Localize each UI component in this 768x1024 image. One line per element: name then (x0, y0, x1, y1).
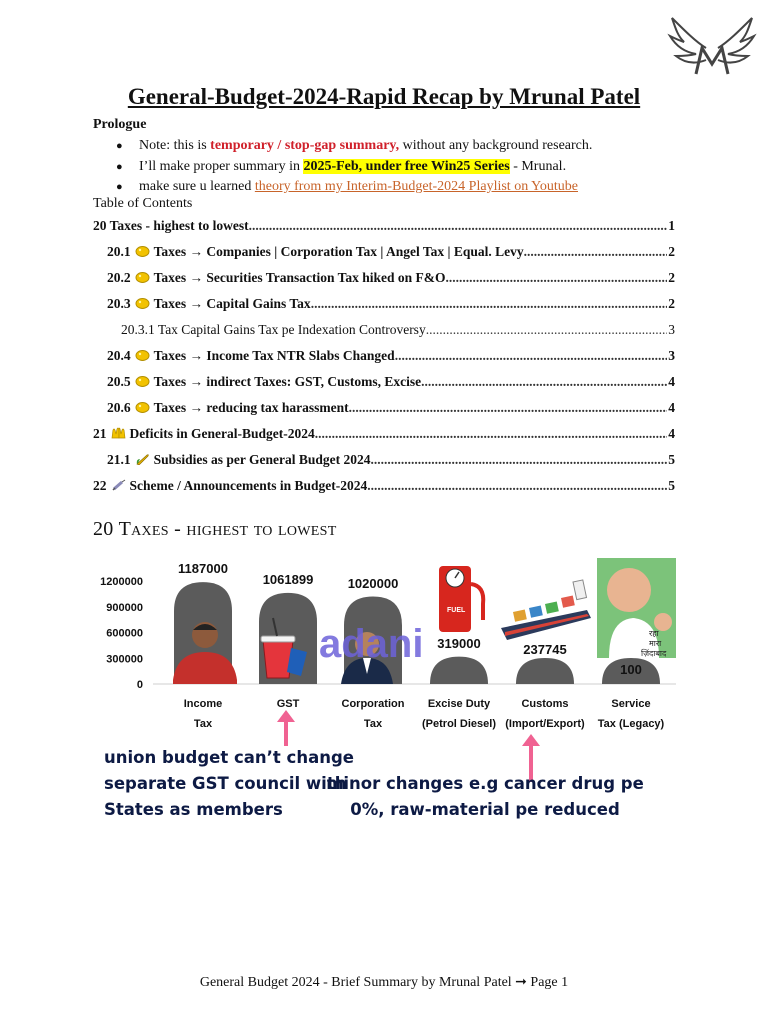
y-tick-label: 0 (136, 679, 143, 691)
gst-annotation-text: union budget can’t change (104, 748, 354, 767)
bar-value-label: 319000 (437, 636, 481, 651)
customs-annotation-text: 0%, raw-material pe reduced (350, 800, 620, 819)
gst-annotation-text: separate GST council with (104, 774, 347, 793)
toc-entry-20[interactable]: 20 Taxes - highest to lowest ..... 1 (93, 216, 675, 242)
section-heading: 20 Taxes - highest to lowest (93, 518, 337, 540)
syringe-icon (111, 479, 126, 491)
category-label: Tax (Legacy) (597, 718, 665, 730)
y-tick-label: 300000 (106, 653, 143, 666)
fuel-label: FUEL (447, 607, 466, 614)
meme-sign-text: रहा (649, 629, 659, 638)
prologue-bullet-list (116, 136, 592, 198)
meme-sign-text: ज़िंदाबाद (641, 649, 667, 658)
bar-value-label: 1020000 (347, 576, 399, 591)
toc-entry-21-1[interactable]: 21.1 Subsidies as per General Budget 2024 ..... 5 (93, 450, 675, 476)
category-label: Tax (193, 718, 213, 730)
lemon-icon (135, 271, 150, 283)
bar-value-label: 237745 (523, 642, 567, 657)
lemon-icon (135, 375, 150, 387)
highlight-text: temporary / stop-gap summary, (210, 138, 400, 153)
hands-icon (111, 427, 126, 439)
category-label: (Petrol Diesel) (422, 718, 496, 730)
y-tick-label: 1200000 (100, 576, 143, 588)
toc-entry-21[interactable]: 21 Deficits in General-Budget-2024 ..... 4 (93, 424, 675, 450)
toc-entry-20-5[interactable]: 20.5 Taxes → indirect Taxes: GST, Customs, Excise ..... 4 (93, 372, 675, 398)
winged-m-logo (666, 14, 758, 78)
list-item: ● make sure u learned theory from my Interim-Budget-2024 Playlist on Youtube (116, 177, 592, 198)
meme-sign-text: मारा (649, 639, 662, 648)
y-tick-label: 900000 (106, 601, 143, 614)
bullet-icon: ● (116, 140, 123, 152)
toc-entry-20-4[interactable]: 20.4 Taxes → Income Tax NTR Slabs Changed ..... 3 (93, 346, 675, 372)
lemon-icon (135, 401, 150, 413)
list-item: ● Note: this is temporary / stop-gap summary, without any background research. (116, 136, 592, 157)
category-label: (Import/Export) (505, 718, 585, 730)
category-label: Customs (521, 698, 569, 710)
adani-logo-text: adani (319, 622, 424, 666)
toc-entry-20-3[interactable]: 20.3 Taxes → Capital Gains Tax ..... 2 (93, 294, 675, 320)
toc-heading: Table of Contents (93, 196, 193, 211)
customs-annotation-text: minor changes e.g cancer drug pe (326, 774, 644, 793)
toc-entry-20-6[interactable]: 20.6 Taxes → reducing tax harassment ..... 4 (93, 398, 675, 424)
category-label: Excise Duty (427, 698, 491, 710)
tax-collection-chart (93, 548, 676, 823)
bullet-icon: ● (116, 181, 123, 193)
toc-entry-22[interactable]: 22 Scheme / Announcements in Budget-2024 ..... 5 (93, 476, 675, 502)
category-label: Corporation (341, 698, 405, 710)
bar-value-label: 100 (620, 662, 642, 677)
category-label: GST (276, 698, 300, 710)
page-footer: General Budget 2024 - Brief Summary by Mrunal Patel ➞ Page 1 (199, 975, 569, 990)
success-kid-meme-image (597, 558, 676, 658)
lemon-icon (135, 297, 150, 309)
corn-icon (135, 453, 150, 465)
category-label: Tax (363, 718, 383, 730)
table-of-contents (93, 216, 675, 502)
category-label: Service (611, 698, 651, 710)
category-label: Income (183, 698, 223, 710)
gst-annotation-text: States as members (104, 800, 283, 819)
lemon-icon (135, 349, 150, 361)
prologue-heading: Prologue (93, 117, 147, 132)
y-tick-label: 600000 (106, 627, 143, 640)
bullet-icon: ● (116, 160, 123, 173)
list-item: ● I’ll make proper summary in 2025-Feb, under free Win25 Series - Mrunal. (116, 157, 592, 178)
toc-entry-20-3-1[interactable]: 20.3.1 Tax Capital Gains Tax pe Indexation Controversy ..... 3 (93, 320, 675, 346)
bar-value-label: 1187000 (178, 561, 228, 576)
lemon-icon (135, 245, 150, 257)
youtube-playlist-link[interactable]: theory from my Interim-Budget-2024 Playlist on Youtube (254, 179, 578, 194)
highlight-text: 2025-Feb, under free Win25 Series (303, 158, 510, 174)
toc-entry-20-2[interactable]: 20.2 Taxes → Securities Transaction Tax hiked on F&O ..... 2 (93, 268, 675, 294)
toc-entry-20-1[interactable]: 20.1 Taxes → Companies | Corporation Tax | Angel Tax | Equal. Levy ..... 2 (93, 242, 675, 268)
document-title: General-Budget-2024-Rapid Recap by Mrunal Patel (127, 84, 641, 109)
bar-value-label: 1061899 (262, 572, 314, 587)
